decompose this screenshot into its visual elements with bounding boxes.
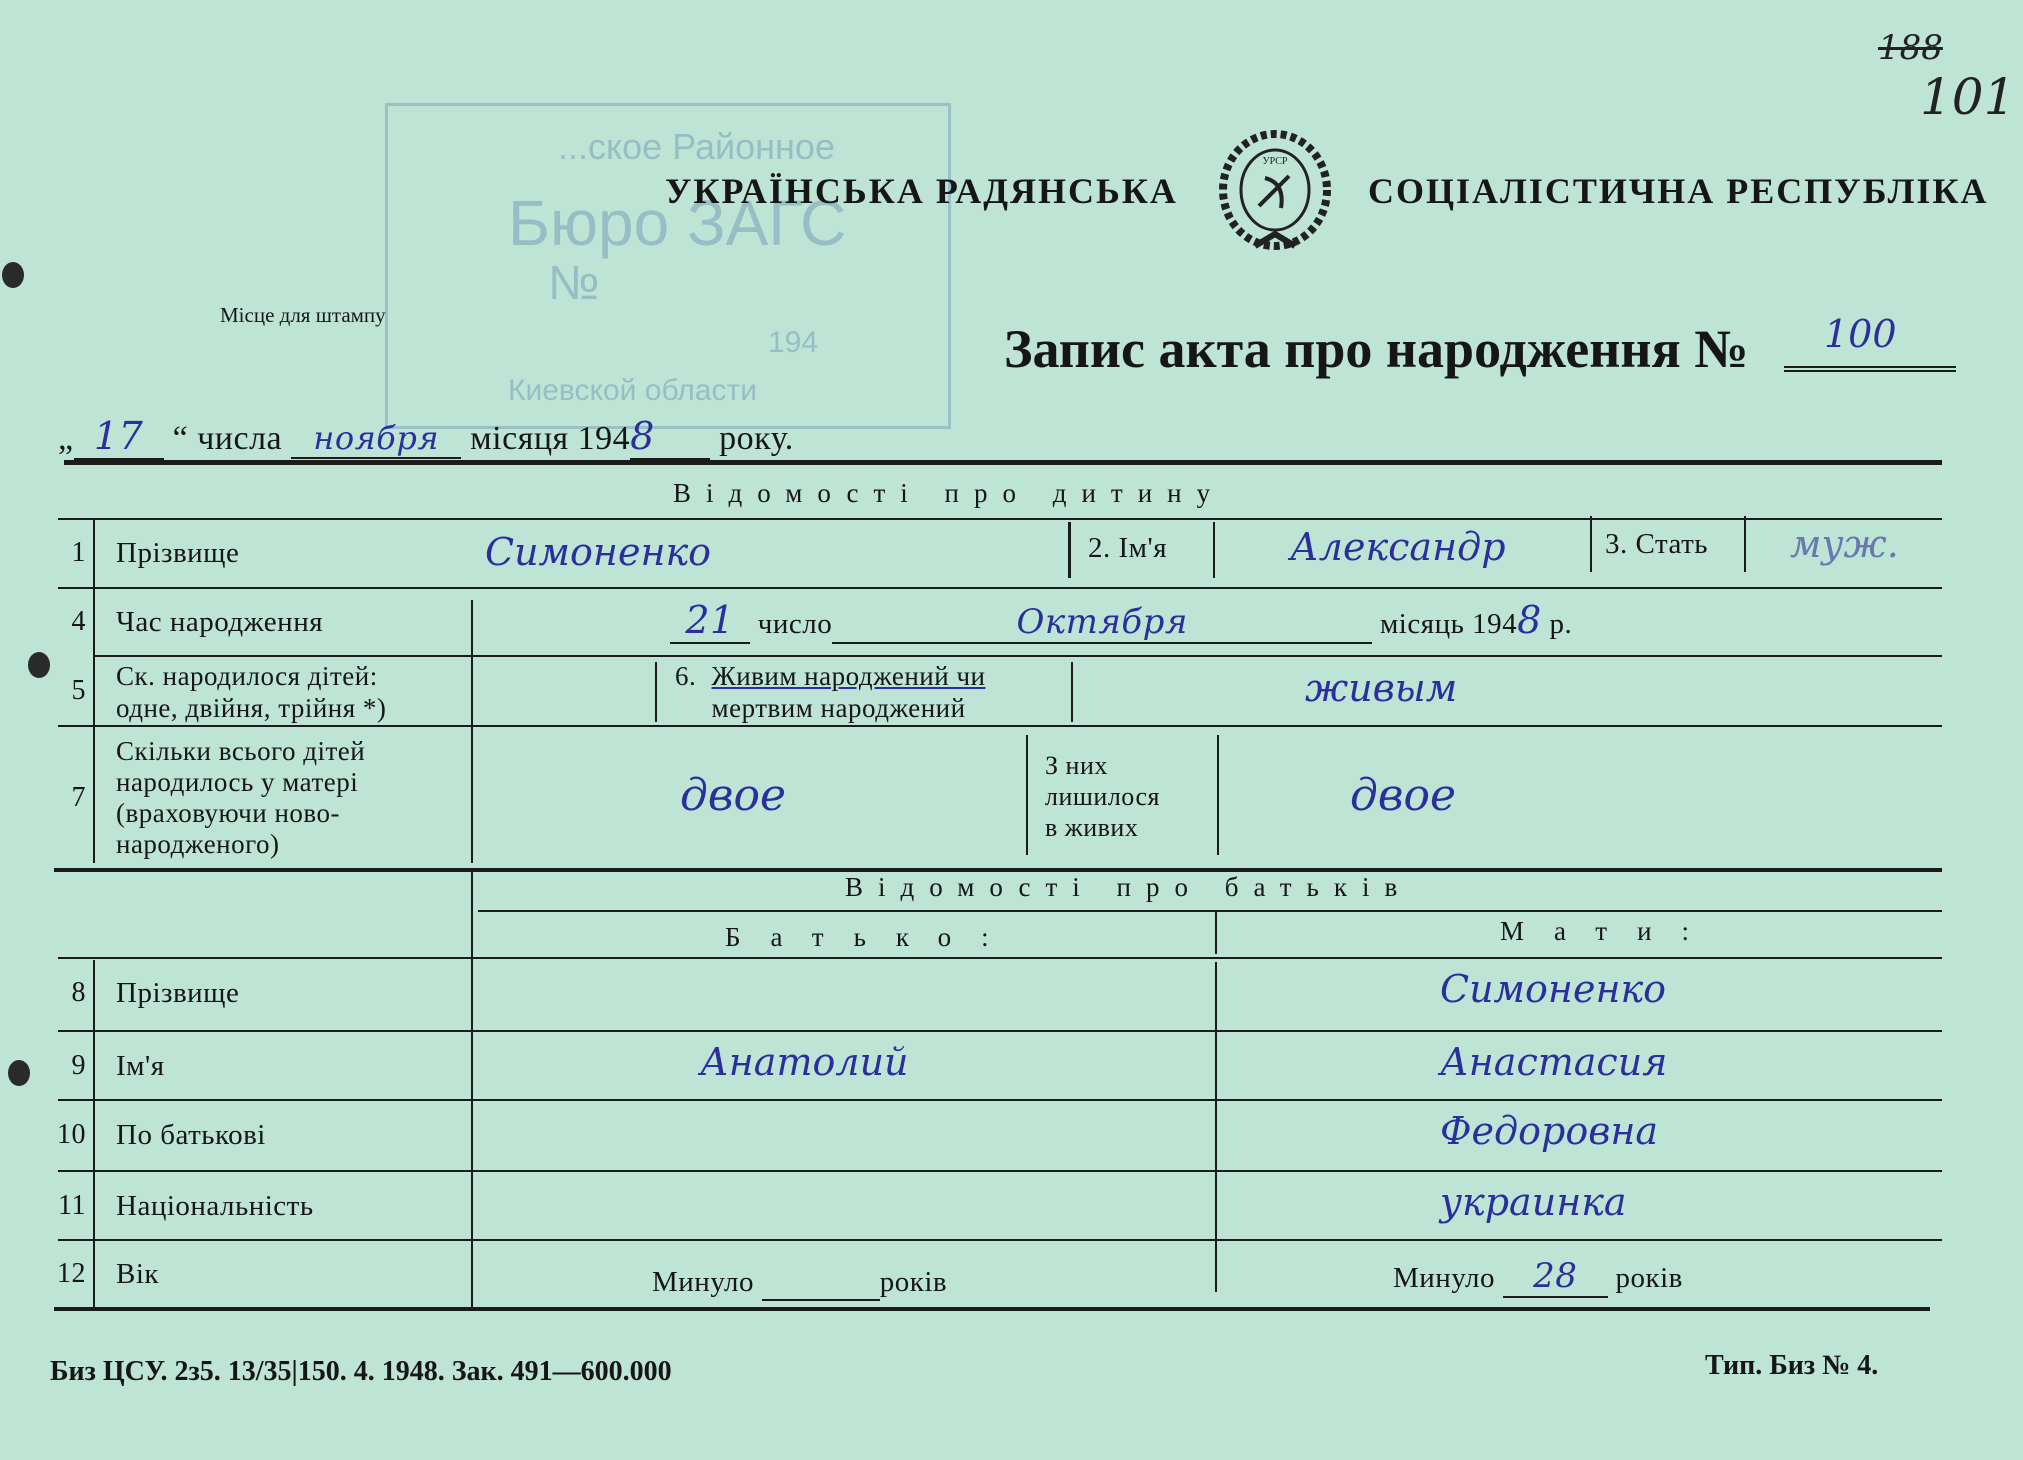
mother-value: Симоненко: [1440, 967, 1667, 1011]
total-children-value: двое: [680, 770, 787, 821]
divider: [58, 725, 1942, 727]
age-prefix: Минуло: [652, 1266, 755, 1298]
surviving-value: двое: [1350, 770, 1457, 821]
quote: “: [172, 420, 189, 457]
archive-old-number: 188: [1878, 28, 1943, 68]
header-right-title: СОЦІАЛІСТИЧНА РЕСПУБЛІКА: [1368, 171, 1989, 211]
cell-border: [1217, 735, 1219, 855]
divider: [58, 587, 1942, 589]
multiplicity-label: [116, 660, 386, 724]
mother-age: [1393, 1256, 1683, 1298]
cell-border: [655, 662, 657, 722]
cell-border: [1213, 522, 1215, 578]
label-line: одне, двійня, трійня *): [116, 693, 387, 723]
row-number: 4: [71, 606, 86, 637]
footer-printer: Тип. Биз № 4.: [1705, 1350, 1879, 1381]
cell-border: [1071, 662, 1073, 722]
father-age: [652, 1264, 947, 1301]
divider: [58, 1030, 1942, 1032]
stamp-line: Бюро ЗАГС: [508, 187, 847, 259]
row-label: Ім'я: [116, 1050, 165, 1082]
quote: „: [58, 420, 74, 457]
label-number: 6.: [675, 661, 697, 691]
year-label: р.: [1549, 608, 1573, 640]
record-month: ноября: [291, 419, 461, 459]
father-value: Анатолий: [700, 1040, 909, 1084]
cell-border: [471, 872, 473, 1310]
age-suffix: років: [879, 1266, 948, 1298]
row-number: 7: [71, 782, 86, 813]
day-label: числа: [197, 420, 283, 457]
cell-border: [1026, 735, 1028, 855]
label-line: в живих: [1045, 813, 1139, 842]
row-label: Національність: [116, 1190, 314, 1222]
label-line: мертвим народжений: [711, 693, 966, 723]
sex-label: 3. Стать: [1605, 528, 1709, 560]
record-year-suffix: 8: [630, 414, 710, 460]
father-header: Батько:: [725, 922, 1019, 952]
year-label: року.: [719, 420, 794, 457]
svg-text:УРСР: УРСР: [1262, 156, 1288, 167]
label-line: народилось у матері: [116, 767, 359, 797]
cell-border: [1215, 912, 1217, 954]
stamp-line: №: [548, 257, 600, 310]
row-number: 5: [71, 675, 86, 706]
label-line: народженого): [116, 829, 280, 859]
row-number: 8: [71, 977, 86, 1008]
cell-border: [1215, 962, 1217, 1292]
divider: [58, 1239, 1942, 1241]
year-prefix: 194: [577, 420, 631, 457]
divider: [64, 460, 1942, 465]
birth-year-suffix: 8: [1517, 598, 1542, 642]
mother-value: Федоровна: [1440, 1109, 1658, 1153]
age-prefix: Минуло: [1393, 1262, 1496, 1294]
row-number: 9: [71, 1050, 86, 1081]
punch-hole: [8, 1060, 30, 1086]
stamp-line: Киевской области: [508, 374, 757, 407]
father-age-value: [762, 1264, 880, 1301]
number-column-line: [93, 518, 95, 863]
label-line: Живим народжений чи: [711, 661, 986, 691]
alive-value: живым: [1305, 666, 1458, 710]
divider: [58, 1170, 1942, 1172]
parents-section-title: Відомості про батьків: [845, 872, 1413, 902]
alive-label: [675, 660, 985, 724]
surname-label: Прізвище: [116, 537, 240, 569]
divider: [58, 1099, 1942, 1101]
stamp-place-label: Місце для штампу: [220, 303, 386, 327]
divider: [93, 655, 1942, 657]
divider: [478, 910, 1942, 912]
row-number: 12: [57, 1258, 86, 1289]
row-label: По батькові: [116, 1119, 266, 1151]
total-children-label: [116, 736, 365, 860]
footer-print-info: Биз ЦСУ. 2з5. 13/35|150. 4. 1948. Зак. 491—600.000: [50, 1356, 672, 1387]
divider: [54, 1307, 1930, 1311]
mother-value: Анастасия: [1440, 1040, 1668, 1084]
name-label: 2. Ім'я: [1088, 532, 1168, 564]
stamp-line: 194: [768, 326, 819, 359]
label-line: Ск. народилося дітей:: [116, 661, 378, 691]
record-title: Запис акта про народження №: [1004, 319, 1749, 379]
cell-border: [471, 655, 473, 863]
ussr-emblem-icon: [1215, 128, 1335, 256]
punch-hole: [28, 652, 50, 678]
record-number: 100: [1824, 312, 1897, 356]
child-name: Александр: [1290, 525, 1506, 569]
month-label: місяць: [1379, 608, 1465, 640]
number-column-line: [93, 960, 95, 1310]
day-label: число: [757, 608, 833, 640]
record-day: 17: [74, 414, 164, 460]
stamp-line: ...ское Районное: [558, 126, 835, 167]
mother-value: украинка: [1440, 1180, 1627, 1224]
record-number-field: [1784, 312, 1956, 372]
age-suffix: років: [1615, 1262, 1683, 1294]
header-left-title: УКРАЇНСЬКА РАДЯНСЬКА: [665, 171, 1178, 211]
birth-month: Октября: [832, 602, 1372, 644]
row-number: 1: [71, 537, 86, 568]
mother-age-value: 28: [1503, 1256, 1608, 1298]
child-sex: муж.: [1790, 522, 1899, 566]
month-label: місяця: [470, 420, 569, 457]
row-number: 11: [58, 1190, 86, 1221]
cell-border: [1590, 516, 1592, 572]
cell-border: [1744, 516, 1746, 572]
child-section-title: Відомості про дитину: [673, 478, 1226, 508]
date-line: [58, 414, 794, 460]
faded-stamp: [385, 103, 951, 429]
archive-new-number: 101: [1920, 68, 2016, 126]
mother-header: Мати:: [1500, 916, 1720, 946]
age-label: Вік: [116, 1258, 159, 1290]
row-label: Прізвище: [116, 977, 240, 1009]
birth-day: 21: [670, 598, 750, 644]
child-surname: Симоненко: [485, 530, 712, 574]
label-line: лишилося: [1045, 782, 1160, 811]
label-line: З них: [1045, 751, 1108, 780]
surviving-label: [1045, 750, 1160, 843]
divider: [58, 957, 1942, 959]
cell-border: [1068, 522, 1071, 578]
divider: [58, 518, 1942, 520]
punch-hole: [2, 262, 24, 288]
cell-border: [471, 600, 473, 655]
birth-time-label: Час народження: [116, 606, 324, 638]
label-line: Скільки всього дітей: [116, 736, 366, 766]
year-prefix: 194: [1472, 608, 1518, 640]
birth-date: [670, 598, 1572, 644]
row-number: 10: [57, 1119, 86, 1150]
label-line: (враховуючи ново-: [116, 798, 340, 828]
